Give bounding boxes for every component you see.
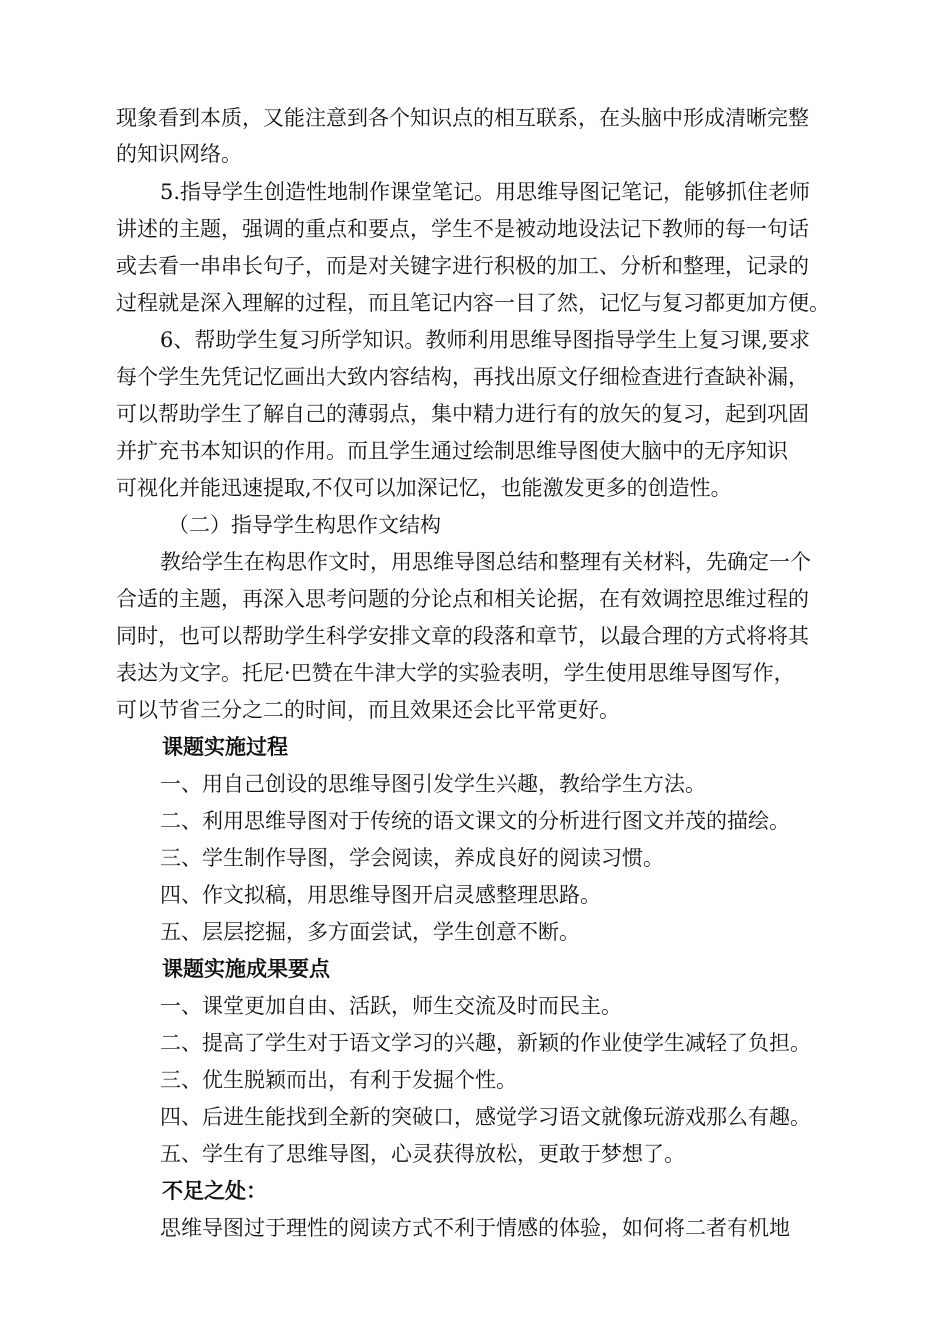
paragraph-line: 每个学生先凭记忆画出大致内容结构，再找出原文仔细检查进行查缺补漏，	[116, 365, 809, 389]
process-item: 二、利用思维导图对于传统的语文课文的分析进行图文并茂的描绘。	[160, 809, 790, 833]
results-item: 四、后进生能找到全新的突破口，感觉学习语文就像玩游戏那么有趣。	[160, 1105, 811, 1129]
paragraph-line: 合适的主题，再深入思考问题的分论点和相关论据，在有效调控思维过程的	[116, 587, 809, 611]
subsection-heading: （二）指导学生构思作文结构	[168, 513, 441, 537]
paragraph-line: 并扩充书本知识的作用。而且学生通过绘制思维导图使大脑中的无序知识	[116, 439, 788, 463]
paragraph-line: 同时，也可以帮助学生科学安排文章的段落和章节，以最合理的方式将将其	[116, 624, 809, 648]
process-item: 一、用自己创设的思维导图引发学生兴趣，教给学生方法。	[160, 772, 706, 796]
paragraph-line: 讲述的主题，强调的重点和要点，学生不是被动地设法记下教师的每一句话	[116, 217, 809, 241]
paragraph-line: 可以帮助学生了解自己的薄弱点，集中精力进行有的放矢的复习，起到巩固	[116, 402, 809, 426]
results-item: 二、提高了学生对于语文学习的兴趣，新颖的作业使学生减轻了负担。	[160, 1031, 811, 1055]
process-item: 五、层层挖掘，多方面尝试，学生创意不断。	[160, 920, 580, 944]
paragraph-line: 过程就是深入理解的过程，而且笔记内容一目了然，记忆与复习都更加方便。	[116, 291, 830, 315]
shortcomings-heading: 不足之处：	[162, 1178, 267, 1203]
results-item: 一、课堂更加自由、活跃，师生交流及时而民主。	[160, 994, 622, 1018]
paragraph-line: 的知识网络。	[116, 142, 242, 166]
paragraph-line: 5.指导学生创造性地制作课堂笔记。用思维导图记笔记，能够抓住老师	[160, 180, 811, 204]
shortcomings-text: 思维导图过于理性的阅读方式不利于情感的体验，如何将二者有机地	[160, 1216, 790, 1240]
paragraph-line: 或去看一串串长句子，而是对关键字进行积极的加工、分析和整理，记录的	[116, 254, 809, 278]
paragraph-line: 表达为文字。托尼·巴赞在牛津大学的实验表明，学生使用思维导图写作，	[116, 661, 795, 685]
paragraph-line: 教给学生在构思作文时，用思维导图总结和整理有关材料，先确定一个	[160, 550, 811, 574]
results-item: 三、优生脱颖而出，有利于发掘个性。	[160, 1068, 517, 1092]
paragraph-line: 现象看到本质，又能注意到各个知识点的相互联系，在头脑中形成清晰完整	[116, 106, 809, 130]
process-heading: 课题实施过程	[162, 734, 288, 759]
process-item: 三、学生制作导图，学会阅读，养成良好的阅读习惯。	[160, 846, 664, 870]
paragraph-line: 可以节省三分之二的时间，而且效果还会比平常更好。	[116, 698, 620, 722]
paragraph-line: 可视化并能迅速提取,不仅可以加深记忆，也能激发更多的创造性。	[116, 476, 732, 500]
results-heading: 课题实施成果要点	[162, 956, 330, 981]
paragraph-line: 6、帮助学生复习所学知识。教师利用思维导图指导学生上复习课,要求	[160, 328, 811, 352]
process-item: 四、作文拟稿，用思维导图开启灵感整理思路。	[160, 883, 601, 907]
results-item: 五、学生有了思维导图，心灵获得放松，更敢于梦想了。	[160, 1142, 685, 1166]
